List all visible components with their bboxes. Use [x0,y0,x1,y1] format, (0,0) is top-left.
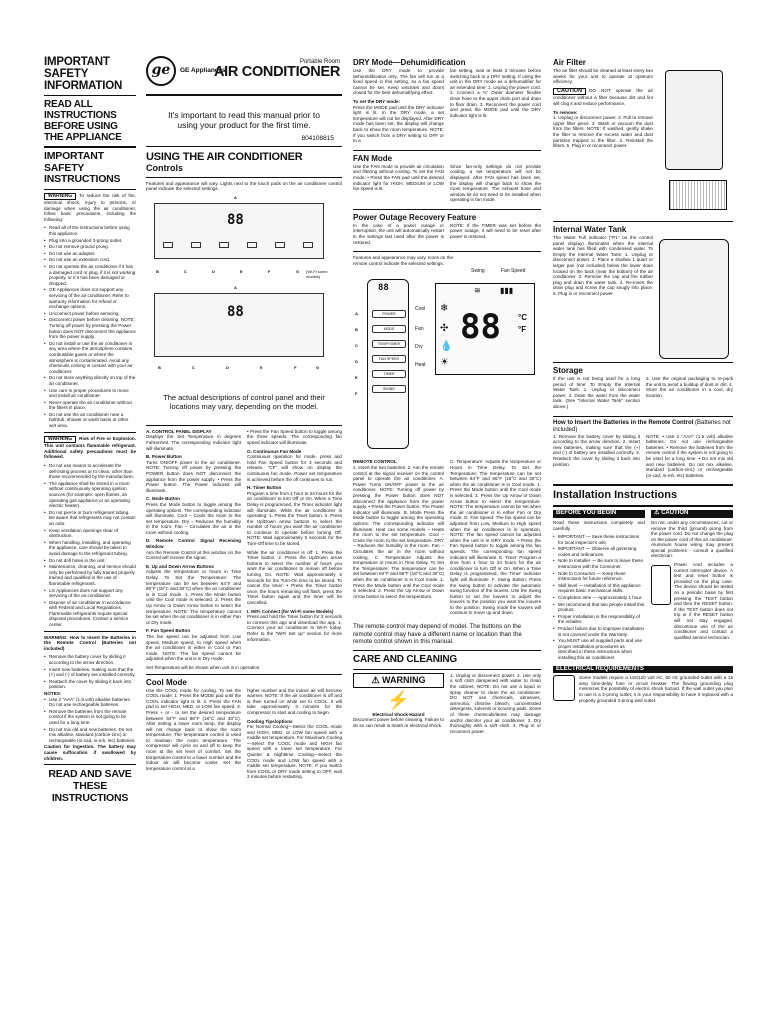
cool-mode-text: Use the COOL mode for cooling. To set the COOL mode: 1. Press the MODE pad until the COOL indicator light is lit. 2. Press the FAN pad to set HIGH, MED, or LOW fan speed. 3. Press + or - to set the desired temperature between 64°F and 86°F (18°C and 30°C). After setting a lower room temp, the display will not change back to show the room temperature. The temperature control is used to maintain the room temperature. The compressor will cycle on and off to keep the room at the set level of comfort. Set the temperature control to a lower number and the indoor air will become cooler. Set the temperature control at a [146,687,241,771]
installation-body [553,510,733,661]
divider [553,484,733,486]
control-description-heading: B. Power Button [146,454,182,460]
control-description-heading: H. Timer Button [247,485,282,491]
divider [146,177,342,178]
before-begin-list [553,534,645,660]
remote-control-text-2: C. Temperature: Adjusts the temperature or Hours in Time Delay. To Set the Temperature: The temperature can be set between 64°F and 86°F (18°C and 30°C) when the air conditioner is in Cool mode. 1. Press the Mode button until the Cool mode is selected. 2. Press the Up Arrow or Down Arrow button to select the temperature. NOTE: The temperature cannot be set when the air conditioner is in either Fan or Dry mode. D. Fan Speed: The fan speed can be adjusted from Low, Medium to High speed when the air conditioner is in operation. NOTE: The fan speed cannot be adjusted when the unit is in DRY mode. • Press the Fan Speed button to toggle among the fan speeds. The corresponding fan speed indicator will illuminate. E. Timer: Program a time from 1 hour to 24 hours for the air conditioner to turn Off or On. When a Time Delay is programmed, the Timer indicator light will illuminate. F. Swing Button: Press the swing button to activate the automatic swing function of the louvers. Use the Swing button to set the louvers to adjust the louvers to the position you want the louvers to the position. Swing mode the louvers will continue to move up and down. [450,459,541,616]
control-description-heading: E. Up and Down Arrow Buttons [146,563,214,569]
storage-body [553,376,733,413]
divider [553,362,733,363]
divider [353,669,541,670]
control-description-text: The fan speed can be adjusted from Low speed, Medium speed, to High speed when the air conditioner is either in Cool or Fan mode. NOTE: The fan speed cannot be adjusted when the unit is in Dry mode. [146,633,241,662]
cooling-tips-heading: Cooling Tips/options [247,718,293,724]
control-description-heading: C. Mode Button [146,496,180,502]
care-cleaning-heading: CARE AND CLEANING [353,653,458,665]
safety-bullet: • Do not use an adapter. [44,251,136,257]
dry-mode-right: fan setting, wait at least 3 minutes before switching back to a DRY setting. If using the unit in the DRY mode as a dehumidifier for an extended time: 1. Unplug the power cord. 2. Connect a ¾" Outer diameter flexible drain hose to the upper drain port and drain to floor drain. 3. Reconnect the power cord and press the MODE pad until the DRY indicator light is lit. [450,68,541,118]
fan-mode-heading: FAN Mode [353,153,393,163]
heat-icon: ☀ [440,357,449,369]
panel2-letter-g: G [316,364,320,370]
battery-note-bullet: • Remove the batteries from the remote control if the system is not going to be used for a long time. [44,709,136,726]
remote-letter-d: D [355,359,358,365]
refrigerant-bullet: • Dispose of air conditioner in accordance with Federal and Local Regulations. Flammable refrigerants require special disposal procedures. Contact a service center. [44,600,136,628]
control-description-heading: D. Remote Control Signal Receiving Window [146,538,241,550]
panel-letter-g: G [296,268,300,274]
panel2-letter-b: B [158,364,161,370]
control-description-text: Press and hold the Timer button for 3 seconds to connect this app and download the app. 1. Connect your air conditioner to Wi-Fi today. Refer to the "WiFi Set up" section for more information. [247,614,342,642]
fan-label: Fan [415,326,424,333]
safety-bullet: • Do not use the air conditioner near a bathtub, shower or wash basin or other wet area. [44,412,136,429]
remote-letter-f: F [355,391,358,397]
control-description-text: While the air conditioner is off: 1. Press the Timer button. 2. Press the Up/Down arrow buttons to select the number of hours you want the air conditioner to remain off before turning On. NOTE: Wait approximately 5 seconds for the Turn-On time to be stored. To cancel the timer: • Press the Timer button once, the hours remaining will flash, press the Timer button again and the timer will be cancelled. [247,549,342,605]
air-filter-heading: Air Filter [553,58,586,67]
control-description-text: Aim the Remote Control at this window on the Control will receive the signal. [146,549,241,561]
product-title: AIR CONDITIONER [213,64,340,80]
refrigerant-bullet: • Do not drill holes in the unit. [44,558,136,564]
before-begin-heading: BEFORE YOU BEGIN [553,510,645,518]
electrical-body [553,675,733,706]
dry-mode-heading: DRY Mode—Dehumidification [353,58,466,67]
warning-triangle-icon: ⚠ [654,510,660,517]
safety-bullet: • Read all of the instructions before using this appliance. [44,225,136,236]
divider [553,505,733,507]
panel-up-button[interactable] [247,242,257,248]
electrical-heading: ELECTRICAL REQUIREMENTS [553,666,733,674]
remote-body [367,279,409,449]
refrigerant-bullet: • Keep ventilation openings clear of obstruction. [44,528,136,539]
safety-title: IMPORTANT SAFETY INFORMATION [44,56,123,92]
remote-button-mode[interactable]: MODE [372,325,406,333]
batteries-body [553,434,733,482]
notes-bullet-list [44,697,136,744]
caution-text: Do not, under any circumstances, cut or remove the third (ground) prong from the power cord. Do not change the plug on the power cord of this air conditioner. Aluminum house wiring may present special problems - consult a qualified electrician. [651,519,733,559]
cool-label: Cool [415,306,426,313]
caution-heading: ⚠ CAUTION [651,510,733,518]
safety-bullet-list [44,225,136,428]
battery-bullet: • Remove the battery cover by sliding it according to the arrow direction. [44,654,136,665]
panel-fan-button[interactable] [275,242,285,248]
control-description [247,609,342,643]
control-panel-outline-2 [154,293,324,357]
dry-label: Dry [415,344,423,351]
control-description-text: Program a time from 1 hour to 24 hours for the air conditioner to turn Off or On. When a Time Delay is programmed, the Timer indicator light will illuminate. While the air conditioner is operating: 1. Press the Timer button. 2. Press the Up/Down arrow buttons to select the number of hours you want the air conditioner to continue to operate before turning Off. NOTE: Wait approximately 5 seconds for the Turn-Off time to be stored. [247,490,342,547]
control-description-heading: I. WiFi Connect (for Wi-Fi some Models) [247,608,334,614]
read-instructions-title: READ ALL INSTRUCTIONS BEFORE USING THE APPLIANCE [44,99,122,143]
remote-button-stack [372,310,406,400]
control-description [247,485,342,547]
maintenance-column [553,56,733,981]
before-begin-item: • IMPORTANT — Save these instructions for local inspector's use. [553,534,645,545]
plug-icon [651,565,671,605]
control-panel-diagram-2 [146,285,342,393]
installation-heading: Installation Instructions [553,489,678,502]
panel-letter-a: A [234,194,237,200]
refrigerant-bullet: • LG Appliances does not support any servicing of the air conditioner. [44,588,136,599]
remote-control-heading: REMOTE CONTROL [353,459,397,465]
control-description-text: Turns ON/OFF power to the air conditioner. NOTE: Turning off power by pressing the POWER button does NOT disconnect the appliance from the power supply. • Press the Power button. The Power indicator will illuminate. [146,459,241,493]
dry-mode-text: Use the DRY mode to provide dehumidification only. The fan will run at a fixed speed in this setting, so a fan speed cannot be set. Keep windows and doors closed for the best dehumidifying effect. [353,68,444,96]
remote-letter-e: E [355,375,358,381]
warning-banner: ⚠ WARNING [353,673,444,688]
panel-letter-c: C [184,268,187,274]
dry-icon: 💧 [440,341,453,353]
divider [146,425,342,426]
safety-bullet: • Do not store anything directly on top of the air conditioner. [44,375,136,386]
degree-units: °C °F [518,313,527,335]
cool-icon: ❄ [440,303,449,315]
panel2-letter-f: F [294,364,297,370]
panel2-letter-e: E [260,364,263,370]
electrical-text: Some models require a 115/120 volt AC, 60 Hz grounded outlet with a 15 amp time-delay fuse or circuit breaker. The flowing grounding plug minimizes the possibility of electric shock hazard. If the wall outlet you plan to use is a 2-prong outlet, it is your responsibility to have it replaced with a properly grounded 3-prong wall outlet. [579,675,733,703]
remote-button-swing[interactable]: SWING [372,385,406,393]
water-tank-text: The Water Full indicator ("P1" on the control panel display) illuminates when the internal water tank has filled with condensed water. To Empty the Internal Water Tank: 1. Unplug or disconnect power. 2. Place a shallow 1 quart or larger pan (not included) below the lower drain located on the back (near the bottom) of the air conditioner. 3. Remove the cap and the rubber plug and drain the water tank. 4. Re-insert the drain plug and screw the cap snugly into place. 5. Plug in or reconnect power. [553,235,653,296]
cool-mode-heading: Cool Mode [146,677,187,687]
before-begin-item: • IMPORTANT — Observe all governing codes and ordinances. [553,546,645,557]
before-begin-item: • Completion time — Approximately 1 hour. [553,595,645,601]
air-filter-body [553,68,733,218]
notes-label: NOTES: [44,691,62,696]
dry-mode-body [353,68,541,147]
panel-power-button[interactable] [163,242,173,248]
control-description [146,628,241,662]
divider [146,146,342,147]
panel-caption: The actual descriptions of control panel and their locations may vary, depending on the model. [163,392,325,411]
refrigerant-bullet: • The appliance shall be stored in a room without continuously operating ignition sources (for example: open flames, an operating gas appliance or an operating electric heater). [44,481,136,509]
safety-bullet: • GE Appliances does not support any servicing of the air conditioner. Refer to warranty information for refund or exchange options. [44,287,136,309]
safety-instructions-title: IMPORTANT SAFETY INSTRUCTIONS [44,150,121,185]
panel-letter-d: D [212,268,215,274]
shock-hazard-title: Electrical Shock Hazard [372,711,425,717]
fan-icon: ✣ [440,323,449,335]
remote-features-text: Features and appearance may vary. Icons on the remote control indicate the selected settings. [353,255,453,266]
caution-badge: CAUTION [553,88,586,96]
power-recovery-text: In the case of a power outage or interruption, the unit will automatically restart in the settings last used after the power is restored. [353,222,444,245]
ge-logo: ge [146,56,176,86]
intro-text: It's important to read this manual prior to using your product for the first time. [168,110,320,130]
battery-warning: WARNING: How to Insert the Batteries in the Remote Control (Batteries not included) [44,634,136,651]
safety-bullet: • Do not use an extension cord. [44,257,136,263]
battery-bullet: • Reattach the cover by sliding it back into position. [44,679,136,690]
remote-letter-b: B [355,327,358,333]
remote-letter-c: C [355,343,358,349]
safety-column [44,56,136,981]
panel-timer-button[interactable] [303,242,313,248]
fanspeed-label: Fan Speed [501,268,526,275]
modes-column [353,56,541,981]
control-description-heading: A. CONTROL PANEL DISPLAY [146,428,212,434]
batteries-notes: NOTE: • Use 2 "AAA" (1.5 volt) alkaline batteries. Do not use rechargeable batteries. • Remove the batteries from the remote control if the system is not going to be used for a long time. • Do not mix old and new batteries. Do not mix alkaline, standard (carbon-zinc) or rechargeable (ni-cad, ni-mh, etc) batteries. [646,433,733,478]
cover-column [146,56,342,981]
warning-badge: WARNING [44,436,76,444]
panel2-letter-a: A [234,284,237,290]
water-tank-heading: Internal Water Tank [553,225,627,234]
battery-note-bullet: • Do not mix old and new batteries. Do not mix alkaline, standard (carbon-zinc) or rechargeable (ni-cad, ni-mh, etc) batteries. [44,727,136,744]
control-description-text: Adjusts the temperature or hours in Time Delay. To Set the Temperature: The temperature can be set between 64°F and 86°F (18°C and 30°C) when the air conditioner is in Cool mode. 1. Press the Mode button until the Cool mode is selected. 2. Press the Up Arrow or Down Arrow button to select the temperature. NOTE: The temperature cannot be set when the air conditioner is in either Fan or Dry mode. [146,569,241,625]
water-tank-illustration [659,239,729,359]
cool-mode-text-2: higher number and the indoor air will become warmer. NOTE: If the air conditioner is off and is then turned on while set to COOL, it will take approximately 3 minutes for the compressor to start and cooling to begin. Cooling Tips/options For Normal Cooling—Select the COOL mode and HIGH, MED, or LOW fan speed with a middle set temperature. For Maximum Cooling—Select the COOL mode and HIGH fan speed with a lower set temperature. For Quieter & Nighttime Cooling—Select the COOL mode and LOW fan speed with a middle set temperature. NOTE: If you switch from COOL or DRY mode setting to OFF, wait 3 minutes before restarting. [247,687,342,780]
panel-letter-e: E [240,268,243,274]
remote-note: The remote control may depend of model. The buttons on the remote control may have a different name or location than the remote control shown in this manual. [353,623,522,646]
warning-triangle-icon: ⚠ [371,674,380,685]
divider [353,251,541,252]
unit-back-illustration [665,70,723,170]
divider [44,631,136,632]
battery-note-bullet: • Use 2 "AAA" (1.5 volt) alkaline batteries. Do not use rechargeable batteries. [44,697,136,708]
panel-letter-f: F [268,268,271,274]
panel-button-row [163,242,313,248]
divider [353,209,541,210]
control-description-heading: F. Fan Speed Button [146,628,191,634]
remove-steps: 1. Unplug or disconnect power. 2. Pull to remove upper filter piece. 3. Wash or vacuum the dust from the filters. NOTE: If washed, gently shake the filter to remove the excess water and dust particles trapped in the filter. 4. Reinstall the filters. 5. Plug in or reconnect power. [553,115,653,149]
control-description [146,564,241,626]
storage-heading: Storage [553,366,583,375]
safety-bullet: • Use care in proper procedures to move and install air conditioner. [44,388,136,399]
refrigerant-bullet: • When handling, installing, and operating the appliance, care should be taken to avoid damage to the refrigerant tubing. [44,540,136,557]
refrigerant-bullet: • Maintenance, cleaning, and service should only be performed by fully trained properly trained and qualified in the use of flammable refrigerants. [44,564,136,586]
remote-button-power[interactable]: POWER [372,310,406,318]
power-recovery-note: NOTE: If the TIMER was set before the power outage, it will need to be reset after power is restored. [450,222,541,240]
outlet-icon [553,675,575,701]
remote-button-timer[interactable]: TIMER [372,370,406,378]
remote-control-diagram [353,269,541,459]
panel-letter-b: B [156,268,159,274]
using-heading: USING THE AIR CONDITIONER [146,150,303,163]
warning-paragraph: WARNING To reduce the risk of fire, electrical shock, injury to persons, or damage when using the air conditioner, follow basic precautions, including the following: [44,192,136,222]
control-description [146,496,241,535]
before-begin-text: Read these instructions completely and carefully. [553,519,645,531]
fan-mode-text: Use the FAN mode to provide air circulation and filtering without cooling. To set the FAN mode: • Press the FAN pad until the desired indicator light for HIGH, MEDIUM or LOW fan speed is lit. [353,163,444,192]
battery-bullet-list [44,654,136,690]
panel-down-button[interactable] [219,242,229,248]
dry-set-text: Press the MODE pad until the DRY indicator light is lit. In the DRY mode, a set temperature will not be displayed. After DRY mode has been set, the display will change back to show the room temperature. NOTE: If you switch from a DRY setting to OFF or to a [353,104,444,144]
remove-heading: To remove: [553,109,578,115]
read-save-title: READ AND SAVE THESE INSTRUCTIONS [48,768,132,805]
refrigerant-bullet: • Do not use means to accelerate the defrosting process or to clean, other than those recommended by the manufacturer. [44,463,136,480]
control-description [247,449,342,483]
cooling-tips-text: For Normal Cooling—Select the COOL mode and HIGH, MED, or LOW fan speed with a middle set temperature. For Maximum Cooling—Select the COOL mode and HIGH fan speed with a lower set temperature. For Quieter & Nighttime Cooling—Select the COOL mode and LOW fan speed with a middle set temperature. NOTE: If you switch from COOL or DRY mode setting to OFF, wait 3 minutes before restarting. [247,724,342,780]
remote-control-text: 1. Insert the two batteries. 2. Aim the remote control at the signal receiver on the control panel to operate the air conditioner. A. Power Turns ON/OFF power to the air conditioner. NOTE: Turning off power by pressing the Power button does NOT disconnect the appliance from the power supply. • Press the Power button. The Power indicator will illuminate. B. Mode Press the Mode button to toggle among the operating options. The corresponding indicator will illuminate. Heat can some models – Heats the room to the set temperature. Cool – Cools the room to the set temperature. DRY – Reduces the humidity in the room. Fan – Circulates the air in the room without cooling. C. Temperature Adjusts the temperature or Hours in Time Delay. To Set the Temperature: The temperature can be set between 64°F and 86°F (18°C and 30°C) when the air conditioner is in Cool mode. 1. Press the Mode button until the Cool mode is selected. 2. Press the Up Arrow or Down Arrow button to select the temperature. [353,465,444,599]
power-recovery-heading: Power Outage Recovery Feature [353,212,477,222]
shock-hazard-text: Disconnect power before cleaning. Failure to do so can result in death or electrical shock. [353,717,444,729]
control-description-text: Displays the Set Temperature in degrees Fahrenheit. The corresponding indicator light will illuminate. [146,434,241,451]
control-description-text: Press the Mode button to toggle among the operating options. The corresponding indicator will illuminate. Cool – Cools the room to the set temperature. Dry – Reduces the humidity in the room. Fan – Circulates the air in the room without cooling. [146,501,241,535]
control-description [146,454,241,493]
control-description [146,429,241,451]
divider [44,146,136,148]
remote-temp-display: 88 [460,307,501,348]
shock-warning-box [353,673,444,738]
batteries-text: 1. Remove the battery cover by sliding it according to the arrow direction. 2. Insert new batteries, making sure that the (+) and (-) of battery are installed correctly. 3. Reattach the cover by sliding it back into position. [553,433,640,467]
dry-set-heading: To set the DRY mode: [353,98,401,104]
product-subtitle: Portable Room [299,59,340,65]
divider [146,674,342,675]
before-begin-item: • You MUST use all supplied parts and use proper installation procedures as described in these instructions when installing this air conditioner. [553,638,645,660]
plug-section [651,562,733,643]
before-begin-item: • Proper installation is the responsibility of the installer. [553,614,645,625]
air-filter-text-col [553,68,653,218]
shock-hazard-icon: ⚡ [387,689,410,710]
panel2-letter-c: C [192,364,195,370]
control-descriptions-left [146,429,241,665]
filter-caution: CAUTION DO NOT operate the air conditioner without a filter because dirt and lint will clog it and reduce performance. [553,87,653,106]
care-steps: 1. Unplug or disconnect power. 2. Use only a soft cloth dampened with water to clean the cabinet. NOTE: Do not use a liquid or spray cleaner to clean the air conditioner. DO NOT use chemicals, abrasives, ammonia, chlorine bleach, concentrated detergents, solvents or scouring pads. Some of these chemicals/items may damage and/or discolor your air conditioner. 3. Dry thoroughly with a soft cloth. 4. Plug in or reconnect power. [450,672,541,734]
cool-mode-body [146,688,342,784]
safety-bullet: • Do not remove ground prong. [44,244,136,250]
panel2-display: 88 [227,303,244,320]
remote-descriptions [353,459,541,619]
fan-speed-icon: ▮▮▮ [500,286,514,296]
control-description-heading: G. Continuous Fan Mode [247,448,302,454]
swing-icon: ≋ [474,286,481,296]
filter-illustration [669,180,727,210]
divider [44,432,136,433]
divider [353,650,541,651]
panel-display: 88 [227,211,244,228]
air-filter-text: The air filter should be cleaned at least every two weeks for your unit to operate at optimum efficiency. [553,68,653,85]
document-number: 804108815 [301,135,334,142]
control-description-text: Continuous operation for mode, press and hold Fan Speed button for 3 seconds and release. "CF" will show on display the continuous fan mode. Power set temperature is achieved before the off continues to run. [247,454,342,482]
before-begin-item: • Note to Consumer — Keep these instructions for future reference. [553,571,645,582]
divider [44,189,136,190]
control-description [247,550,342,606]
water-tank-body [553,235,733,359]
refrigerant-bullet: • Do not pierce or burn refrigerant tubing. Be aware that refrigerants may not contain an odor. [44,510,136,527]
control-descriptions-right [247,429,342,665]
safety-bullet: • Never operate the air conditioner without the filters in place. [44,400,136,411]
brand-name: GE Appliances [180,67,226,74]
care-body [353,673,541,738]
storage-text: If the unit is not being used for a long period of time: To Empty the Internal Water Tank: 1. Unplug or disconnect power. 2. Drain the water from the water tank. (See "Internal Water Tank" section above.) [553,376,640,409]
control-panel-diagram-1 [146,195,342,285]
before-begin-item: • Product failure due to improper installation is not covered under the Warranty. [553,626,645,637]
control-description [247,429,342,446]
control-description [146,538,241,560]
divider [553,416,733,417]
before-you-begin [553,510,645,661]
safety-bullet: • Do not operate the air conditioner if it has a damaged cord or plug, if it is not working properly, or if it has been damaged or dropped. [44,264,136,286]
set-temperature-note: Set Temperature will be shown when unit is in operation. [146,664,261,670]
control-descriptions [146,429,342,665]
flammable-warning: WARNING Risk of Fire or Explosion. This unit contains flammable refrigerant. Additional safety precautions must be followed. [44,435,136,460]
cover-header [146,56,342,96]
divider [44,764,136,765]
swing-label: Swing [471,268,485,275]
power-recovery-body [353,223,541,248]
safety-bullet: • Do not install or use the air conditioner in any area where the atmosphere contains combustible gases or where the atmosphere is contaminated. Avoid any chemicals coming in contact with your air conditioner. [44,341,136,375]
fan-mode-body [353,164,541,206]
before-begin-item: • Note to Installer — Be sure to leave these instructions with the Consumer. [553,558,645,569]
controls-subheading: Controls [146,162,183,173]
before-begin-item: • We recommend that two people install this product. [553,602,645,613]
remote-letter-a: A [355,311,358,317]
before-begin-item: • Skill level — Installation of this appliance requires basic mechanical skills. [553,583,645,594]
air-filter-illustration [659,68,733,218]
battery-bullet: • Insert new batteries, making sure that the (+) and (-) of battery are installed correctly. [44,667,136,678]
ingestion-caution: Caution for Ingestion. The battery may cause suffocation if swallowed by children. [44,744,136,761]
remote-button-fan-speed[interactable]: FAN SPEED [372,355,406,363]
fan-mode-text-2: Since fan-only settings do not provide cooling, a set temperature will not be displayed. After FAN speed has been set, the display will change back to show the room temperature. The exhaust hose and window kit do not need to be installed when operating in fan mode. [450,163,541,203]
safety-bullet: • Disconnect power before cleaning. NOTE: Turning off power by pressing the Power button does NOT disconnect the appliance from the power supply. [44,317,136,339]
panel-note: (Wi-Fi some models) [306,268,328,280]
warning-badge: WARNING [44,193,76,201]
remote-desc-left [353,459,444,619]
panel2-letter-d: D [226,364,229,370]
divider [44,95,136,96]
safety-bullet: • Unconnect power before servicing. [44,311,136,317]
dry-mode-left [353,68,444,147]
control-description-text: • Press the Fan Speed button to toggle among the three speeds. The corresponding fan speed indicator will illuminate. [247,428,342,445]
heat-label: Heat [415,362,426,369]
features-text: Features and appearance will vary. Lights next to the touch pads on the air conditioner control panel indicate the selected settings. [146,180,342,192]
panel-mode-button[interactable] [191,242,201,248]
refrigerant-bullet-list [44,463,136,628]
control-panel-outline [154,203,324,259]
remote-mini-display: 88 [378,283,389,294]
plug-text: Power cord includes a current interrupter device. A test and reset button is provided on the plug case. The device should be tested on a periodic basis by first pressing the TEST button and then the RESET button. If the TEST button does not trip or if the RESET button will not stay engaged, discontinue use of the air conditioner and contact a qualified service technician. [674,562,733,640]
caution-column [651,510,733,661]
divider [353,150,541,151]
batteries-heading: How to Insert the Batteries in the Remote Control (Batteries not included) [553,419,731,433]
divider [553,221,733,222]
remote-button-temp-timer[interactable]: TEMP/TIMER [372,340,406,348]
remote-large-display [435,283,535,375]
safety-bullet: • Plug into a grounded 3-prong outlet. [44,238,136,244]
storage-text-2: 3. Use the original packaging to re-pack the unit to avoid a buildup of dust or dirt. 4. Store the air conditioner in a cool, dry location. [646,376,733,398]
